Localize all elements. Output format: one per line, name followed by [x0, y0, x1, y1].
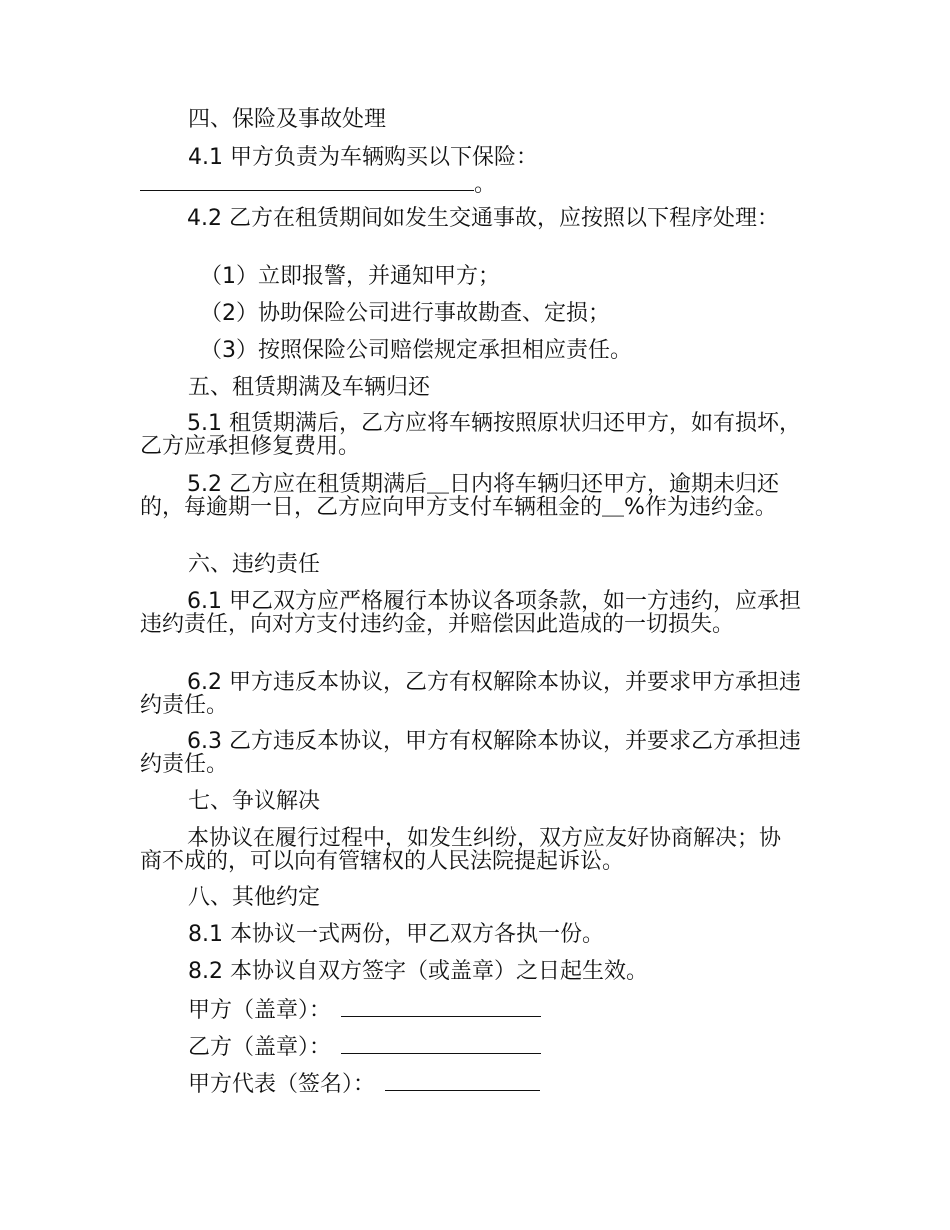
signature-party-a-line	[341, 998, 541, 1017]
insurance-blank	[140, 172, 474, 191]
clause-4-2-item-2: （2）协助保险公司进行事故勘查、定损；	[200, 301, 610, 326]
clause-8-2: 8.2 本协议自双方签字（或盖章）之日起生效。	[188, 959, 648, 984]
signature-party-a-rep-label: 甲方代表（签名）：	[188, 1072, 376, 1097]
clause-5-2: 5.2 乙方应在租赁期满后＿日内将车辆归还甲方，逾期未归还的，每逾期一日，乙方应向甲方支付车辆租金的＿%作为违约金。	[140, 472, 779, 520]
signature-party-a-rep-line	[385, 1072, 540, 1091]
signature-party-a	[188, 998, 541, 1022]
clause-4-2: 4.2 乙方在租赁期间如发生交通事故，应按照以下程序处理：	[187, 206, 779, 231]
signature-party-a-rep	[188, 1072, 540, 1096]
clause-4-1-period: 。	[474, 172, 497, 197]
clause-7: 本协议在履行过程中，如发生纠纷，双方应友好协商解决；协商不成的，可以向有管辖权的人民法院提起诉讼。	[140, 826, 782, 874]
clause-6-1: 6.1 甲乙双方应严格履行本协议各项条款，如一方违约，应承担违约责任，向对方支付违约金，并赔偿因此造成的一切损失。	[140, 589, 801, 637]
clause-4-1: 4.1 甲方负责为车辆购买以下保险：	[188, 145, 538, 170]
clause-4-2-item-1: （1）立即报警，并通知甲方；	[200, 264, 500, 289]
clause-4-1-blank-line	[140, 172, 810, 196]
signature-party-b-line	[341, 1035, 541, 1054]
clause-8-1: 8.1 本协议一式两份，甲乙双方各执一份。	[188, 922, 604, 947]
clause-4-2-item-3: （3）按照保险公司赔偿规定承担相应责任。	[200, 338, 632, 363]
section-8-title: 八、其他约定	[188, 885, 321, 910]
section-7-title: 七、争议解决	[188, 789, 321, 814]
clause-5-1: 5.1 租赁期满后，乙方应将车辆按照原状归还甲方，如有损坏，乙方应承担修复费用。	[140, 411, 801, 459]
clause-6-3: 6.3 乙方违反本协议，甲方有权解除本协议，并要求乙方承担违约责任。	[140, 729, 801, 777]
section-4-title: 四、保险及事故处理	[188, 107, 387, 132]
signature-party-b	[188, 1035, 541, 1059]
clause-6-2: 6.2 甲方违反本协议，乙方有权解除本协议，并要求甲方承担违约责任。	[140, 670, 801, 718]
section-5-title: 五、租赁期满及车辆归还	[188, 375, 431, 400]
section-6-title: 六、违约责任	[188, 552, 321, 577]
signature-party-b-label: 乙方（盖章）：	[188, 1035, 332, 1060]
signature-party-a-label: 甲方（盖章）：	[188, 998, 332, 1023]
